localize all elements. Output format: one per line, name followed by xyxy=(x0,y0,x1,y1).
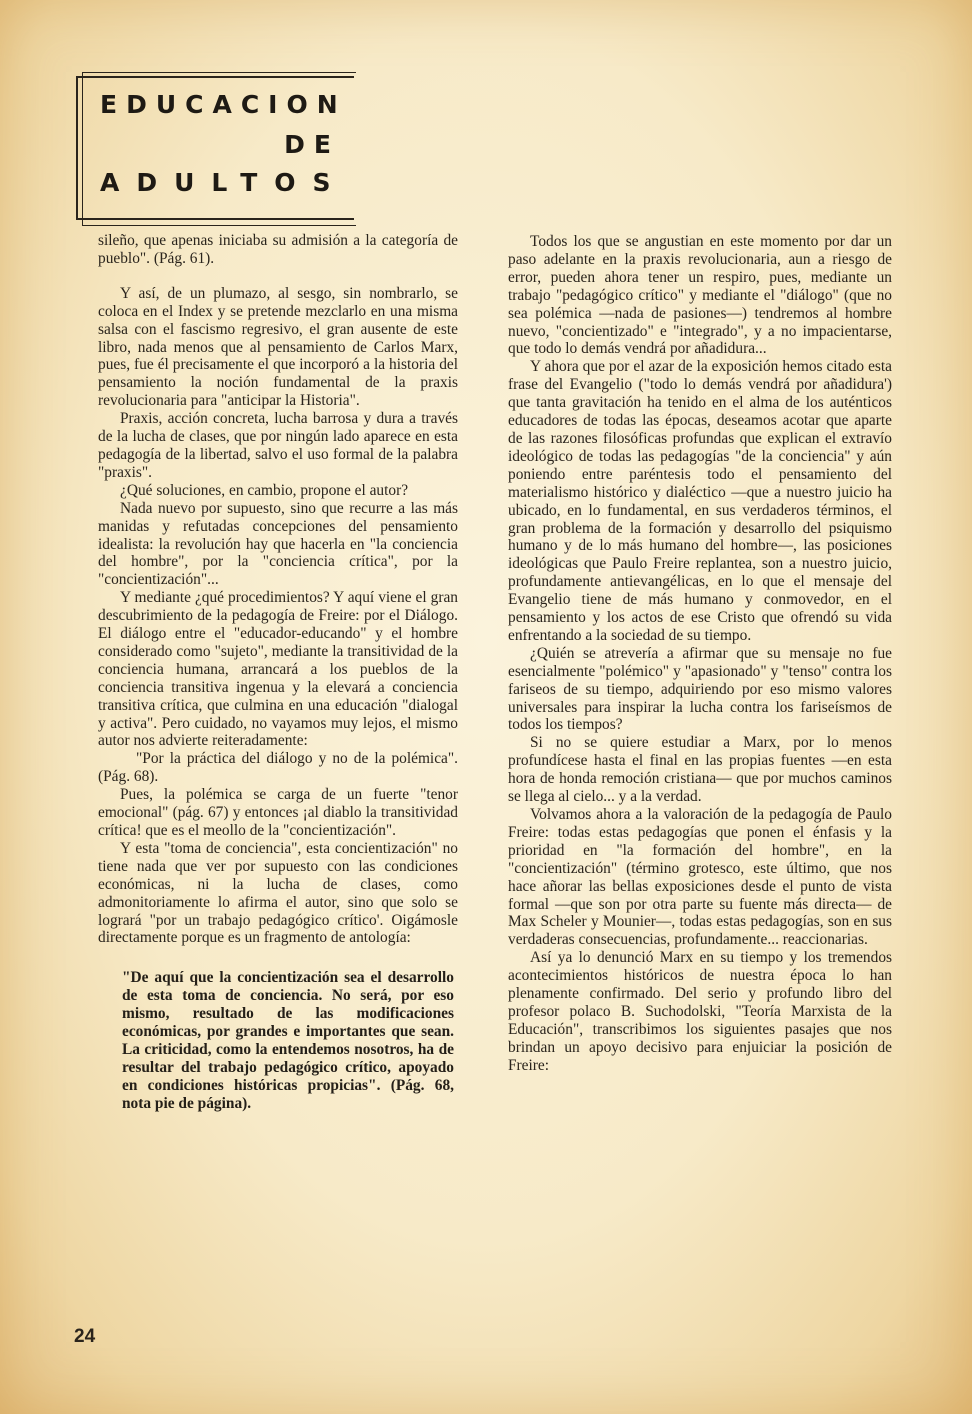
paragraph: Así ya lo denunció Marx en su tiempo y los tremendos acontecimientos históricos de nuestra época lo han plenamente confirmado. Del serio y profundo libro del profesor polaco B. Suchodolski, "Teoría Marxista de la Educación", transcribimos los siguientes pasajes que nos brindan un apoyo decisivo para enjuiciar la posición de Freire: xyxy=(508,949,892,1074)
paragraph: Y así, de un plumazo, al sesgo, sin nombrarlo, se coloca en el Index y se pretende mezclarlo en una misma salsa con el fascismo regresivo, el gran ausente de este libro, nada menos que al pensamiento de Carlos Marx, pues, fue él precisamente el que incorporó a la historia del pensamiento la noción fundamental de la praxis revolucionaria para "anticipar la Historia". xyxy=(98,284,458,410)
paragraph: Volvamos ahora a la valoración de la pedagogía de Paulo Freire: todas estas pedagogías que ponen el énfasis y la prioridad en "la formación del hombre", en la "concientización" (término grotesco, este último, que nos hace añorar las bellas exposiciones desde el punto de vista formal —que son por otra parte su fuente más directa— de Max Scheler y Mounier—, todas estas pedagogías, son en sus verdaderas consecuencias, profundamente... reaccionarias. xyxy=(508,806,892,949)
title-line-3: ADULTOS xyxy=(100,168,348,197)
title-line-2: DE xyxy=(284,130,340,159)
paragraph: ¿Qué soluciones, en cambio, propone el autor? xyxy=(120,481,409,499)
paragraph: Todos los que se angustian en este momento por dar un paso adelante en la praxis revolucionaria, aun a riesgo de error, pueden ahora tener un respiro, pues, mediante un trabajo "pedagógico crítico" y mediante el "diálogo" (que no sea polémica —nada de pasiones—) tendremos al hombre nuevo, "concientizado" e "integrado", y a no impacientarse, que todo lo demás vendrá por añadidura... xyxy=(508,233,892,358)
paragraph: Praxis, acción concreta, lucha barrosa y dura a través de la lucha de clases, que por ningún lado aparece en esta pedagogía de la libertad, salvo el uso formal de la palabra "praxis". xyxy=(98,410,458,481)
paragraph: Y mediante ¿qué procedimientos? Y aquí viene el gran descubrimiento de la pedagogía de Freire: por el Diálogo. El diálogo entre el "educador-educando" y el hombre considerado como "sujeto", mediante la transitividad de la conciencia humana, arrancará a los pueblos de la conciencia transitiva ingenua y la elevará a conciencia transitiva crítica, que culmina en una educación "dialogal y activa". Pero cuidado, no vayamos muy lejos, el mismo autor nos advierte reiteradamente: xyxy=(98,589,458,750)
paragraph: Si no se quiere estudiar a Marx, por lo menos profundícese hasta el final en las propias fuentes —en esta hora de honda remoción cristiana— que por muchos caminos se llega al cielo... y a la verdad. xyxy=(508,734,892,806)
section-title-box xyxy=(76,76,354,220)
paragraph: Nada nuevo por supuesto, sino que recurre a las más manidas y refutadas concepciones del pensamiento idealista: la revolución hay que hacerla en "la conciencia del hombre", por la "conciencia crítica", por la "concientización"... xyxy=(98,499,458,589)
title-line-1: EDUCACION xyxy=(100,90,347,119)
paragraph: Y esta "toma de conciencia", esta concientización" no tiene nada que ver por supuesto con las condiciones económicas, ni la lucha de clases, como admonitoriamente lo afirma el autor, sino que solo se logrará "por un trabajo pedagógico crítico'. Oigámosle directamente porque es un fragmento de antología: xyxy=(98,839,458,947)
right-column xyxy=(508,233,892,1075)
block-quote xyxy=(98,969,458,1112)
left-column xyxy=(98,232,458,1113)
paragraph: Pues, la polémica se carga de un fuerte "tenor emocional" (pág. 67) y entonces ¡al diablo la transitividad crítica! que es el meollo de la "concientización". xyxy=(98,786,458,839)
page-number: 24 xyxy=(74,1326,96,1347)
quote-text: "De aquí que la concientización sea el desarrollo de esta toma de conciencia. No será, por eso mismo, resultado de las modificaciones económicas, por grandes e importantes que sean. La criticidad, como la entendemos nosotros, ha de resultar del trabajo pedagógico crítico, apoyado en condiciones históricas propicias". (Pág. 68, nota pie de página). xyxy=(122,969,454,1112)
paragraph: sileño, que apenas iniciaba su admisión a la categoría de pueblo". (Pág. 61). xyxy=(98,232,458,267)
paragraph: "Por la práctica del diálogo y no de la polémica". (Pág. 68). xyxy=(98,750,458,786)
paragraph: Y ahora que por el azar de la exposición hemos citado esta frase del Evangelio ("todo lo demás vendrá por añadidura') que tanta gravitación ha tenido en el alma de los auténticos educadores de todas las épocas, deseamos acotar que aparte de las razones filosóficas profundas que explican el extravío ideológico de todas las pedagogías "de la conciencia" y aún poniendo entre paréntesis todo el pensamiento del materialismo histórico y dialéctico —que a nuestro juicio ha ubicado, en lo fundamental, en sus verdaderos términos, el gran problema de la formación y desarrollo del psiquismo humano y de lo más humano del hombre—, las posiciones ideológicas que Paulo Freire replantea, son a nuestro juicio, profundamente antievangélicas, en lo que el mensaje del Evangelio tiene de más humano y conmovedor, en el pensamiento y los actos de ese Cristo que ofrendó su vida enfrentando a la sociedad de su tiempo. xyxy=(508,358,892,644)
paragraph: ¿Quién se atrevería a afirmar que su mensaje no fue esencialmente "polémico" y "apasionado" y "tenso" contra los fariseos de su tiempo, adquiriendo por eso mismo valores universales para inspirar la lucha contra los fariseísmos de todos los tiempos? xyxy=(508,644,892,734)
